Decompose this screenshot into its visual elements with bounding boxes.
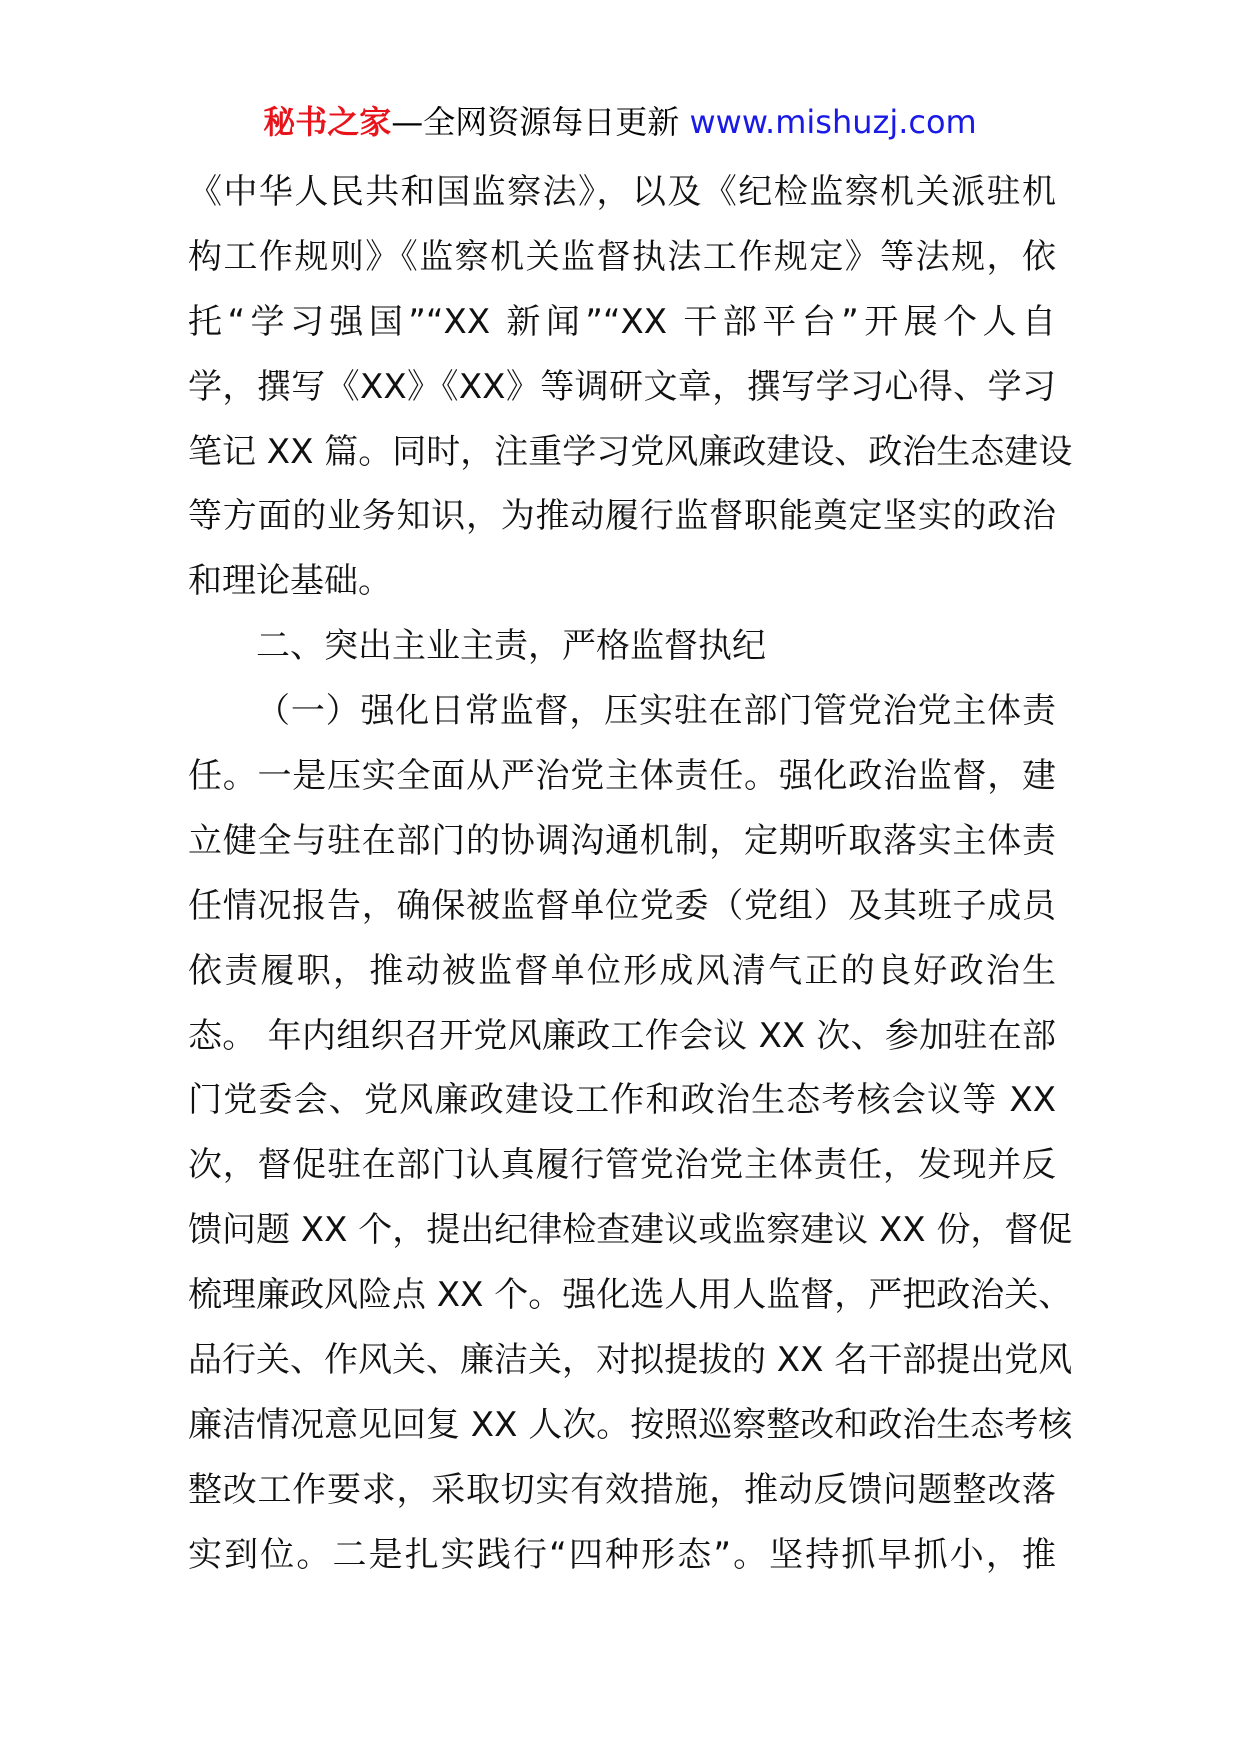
body-line: 任情况报告，确保被监督单位党委（党组）及其班子成员 bbox=[188, 885, 1056, 926]
header-site-link[interactable]: www.mishuzj.com bbox=[689, 103, 977, 141]
body-line: 品行关、作风关、廉洁关，对拟提拔的 XX 名干部提出党风 bbox=[188, 1340, 1073, 1381]
section-heading: 二、突出主业主责，严格监督执纪 bbox=[256, 626, 766, 667]
body-line: 等方面的业务知识，为推动履行监督职能奠定坚实的政治 bbox=[188, 496, 1056, 537]
body-line: 次，督促驻在部门认真履行管党治党主体责任，发现并反 bbox=[188, 1145, 1056, 1186]
body-line: 态。 年内组织召开党风廉政工作会议 XX 次、参加驻在部 bbox=[188, 1015, 1056, 1056]
body-line: 任。一是压实全面从严治党主体责任。强化政治监督，建 bbox=[188, 756, 1056, 797]
body-line: 和理论基础。 bbox=[188, 561, 392, 602]
body-line: 学，撰写《XX》《XX》等调研文章，撰写学习心得、学习 bbox=[188, 366, 1056, 407]
subsection-heading-line: （一）强化日常监督，压实驻在部门管党治党主体责 bbox=[256, 691, 1056, 732]
body-line: 构工作规则》《监察机关监督执法工作规定》等法规，依 bbox=[188, 236, 1056, 277]
header-brand: 秘书之家 bbox=[263, 103, 392, 141]
body-line: 门党委会、党风廉政建设工作和政治生态考核会议等 XX bbox=[188, 1080, 1056, 1121]
body-line: 《中华人民共和国监察法》，以及《纪检监察机关派驻机 bbox=[188, 172, 1056, 212]
body-line: 依责履职，推动被监督单位形成风清气正的良好政治生 bbox=[188, 950, 1056, 991]
body-line: 廉洁情况意见回复 XX 人次。按照巡察整改和政治生态考核 bbox=[188, 1404, 1073, 1445]
body-line: 立健全与驻在部门的协调沟通机制，定期听取落实主体责 bbox=[188, 820, 1056, 861]
body-line: 梳理廉政风险点 XX 个。强化选人用人监督，严把政治关、 bbox=[188, 1275, 1073, 1316]
header-tagline: —全网资源每日更新 bbox=[391, 103, 690, 141]
body-line: 笔记 XX 篇。同时，注重学习党风廉政建设、政治生态建设 bbox=[188, 431, 1073, 472]
watermark-header bbox=[0, 100, 1240, 144]
body-line: 整改工作要求，采取切实有效措施，推动反馈问题整改落 bbox=[188, 1469, 1056, 1510]
body-line: 实到位。二是扎实践行“四种形态”。坚持抓早抓小，推 bbox=[188, 1534, 1056, 1575]
document-body bbox=[188, 160, 1073, 1588]
body-line: 馈问题 XX 个，提出纪律检查建议或监察建议 XX 份，督促 bbox=[188, 1210, 1073, 1251]
body-line: 托“学习强国”“XX 新闻”“XX 干部平台”开展个人自 bbox=[188, 301, 1056, 342]
